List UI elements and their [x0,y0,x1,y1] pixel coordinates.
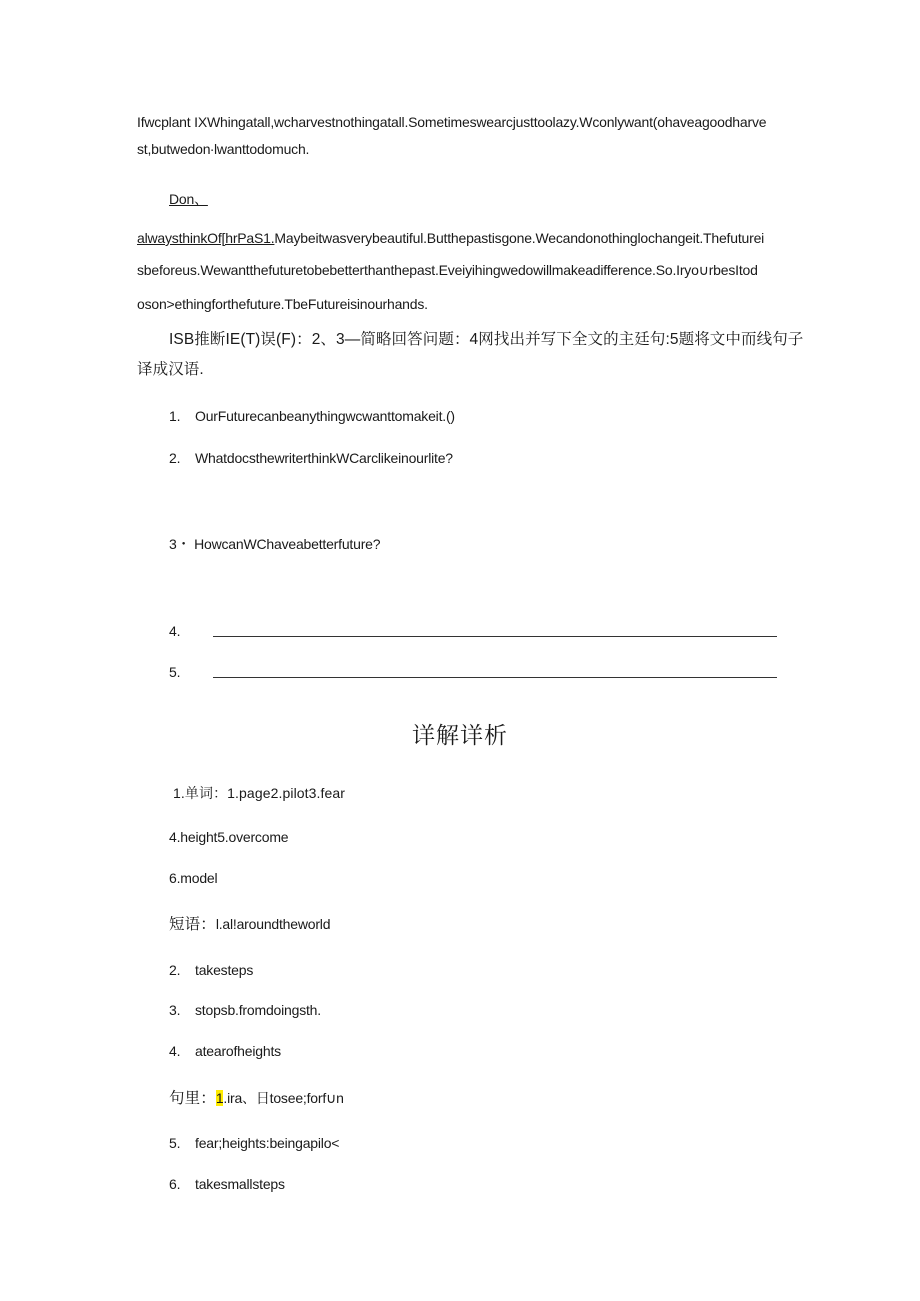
phrase-text: takesteps [195,962,254,978]
sentence-text: .ira、日tosee;forf∪n [223,1090,344,1106]
sentence-text: takesmallsteps [195,1176,285,1192]
phrase-3 [169,1001,321,1019]
question-number: 5. [169,664,181,680]
phrase-4 [169,1042,281,1060]
phrase-text: stopsb.fromdoingsth. [195,1002,321,1018]
question-4 [169,622,195,640]
question-text: OurFuturecanbeanythingwcwanttomakeit.() [195,408,455,424]
passage-line-4-rest: Maybeitwasverybeautiful.Butthepastisgone.Wecandonothinglochangeit.Thefuturei [274,230,765,246]
passage-line-6: oson>ethingforthefuture.TbeFutureisinourhands. [137,296,428,312]
question-text: HowcanWChaveabetterfuture? [194,536,381,552]
answer-blank-4[interactable] [213,636,777,637]
passage-line-1: Ifwcplant IXWhingatall,wcharvestnothingatall.Sometimeswearcjusttoolazy.Wconlywant(ohaveagoodharve [137,114,767,130]
sentence-6 [169,1175,285,1193]
sentences-line-1 [169,1089,344,1108]
question-number: 1. [169,408,181,424]
passage-line-2: st,butwedon∙lwanttodomuch. [137,141,310,157]
highlighted-number: 1 [215,1090,224,1106]
phrase-2 [169,961,253,979]
phrase-text: l.al!aroundtheworld [215,916,331,932]
question-1 [169,407,455,425]
phrase-text: atearofheights [195,1043,281,1059]
sentences-label: 句里： [169,1090,216,1107]
question-5 [169,663,195,681]
question-number: 2. [169,450,181,466]
question-2 [169,449,453,467]
question-number: 3・ [169,536,191,552]
sentence-text: fear;heights:beingapilo< [195,1135,340,1151]
answer-blank-5[interactable] [213,677,777,678]
sentence-5 [169,1134,339,1152]
passage-line-4 [137,229,764,247]
words-line-2: 4.height5.overcome [169,829,289,845]
words-line-3: 6.model [169,870,218,886]
answer-section-title: 详解详析 [412,722,508,748]
phrase-number: 3. [169,1002,181,1018]
instructions-line-2: 译成汉语. [137,361,204,378]
underlined-sentence: alwaysthinkOf[hrPaS1. [137,230,275,246]
words-line-1: 1.单词：1.page2.pilot3.fear [173,785,346,801]
passage-line-5: sbeforeus.Wewantthefuturetobebetterthanthepast.Eveiyihingwedowillmakeadifference.So.Iryo∪rbesItod [137,262,758,278]
sentence-number: 5. [169,1135,181,1151]
phrases-line-1 [169,915,330,934]
sentence-number: 6. [169,1176,181,1192]
instructions-line-1: ISB推断IE(T)误(F)：2、3—简略回答问题：4网找出并写下全文的主廷句:5题将文中而线句子 [169,331,804,348]
phrases-label: 短语： [169,916,216,933]
phrase-number: 4. [169,1043,181,1059]
passage-line-3: Don、 [169,191,208,207]
phrase-number: 2. [169,962,181,978]
question-text: WhatdocsthewriterthinkWCarclikeinourlite? [195,450,453,466]
question-number: 4. [169,623,181,639]
question-3 [169,535,380,553]
